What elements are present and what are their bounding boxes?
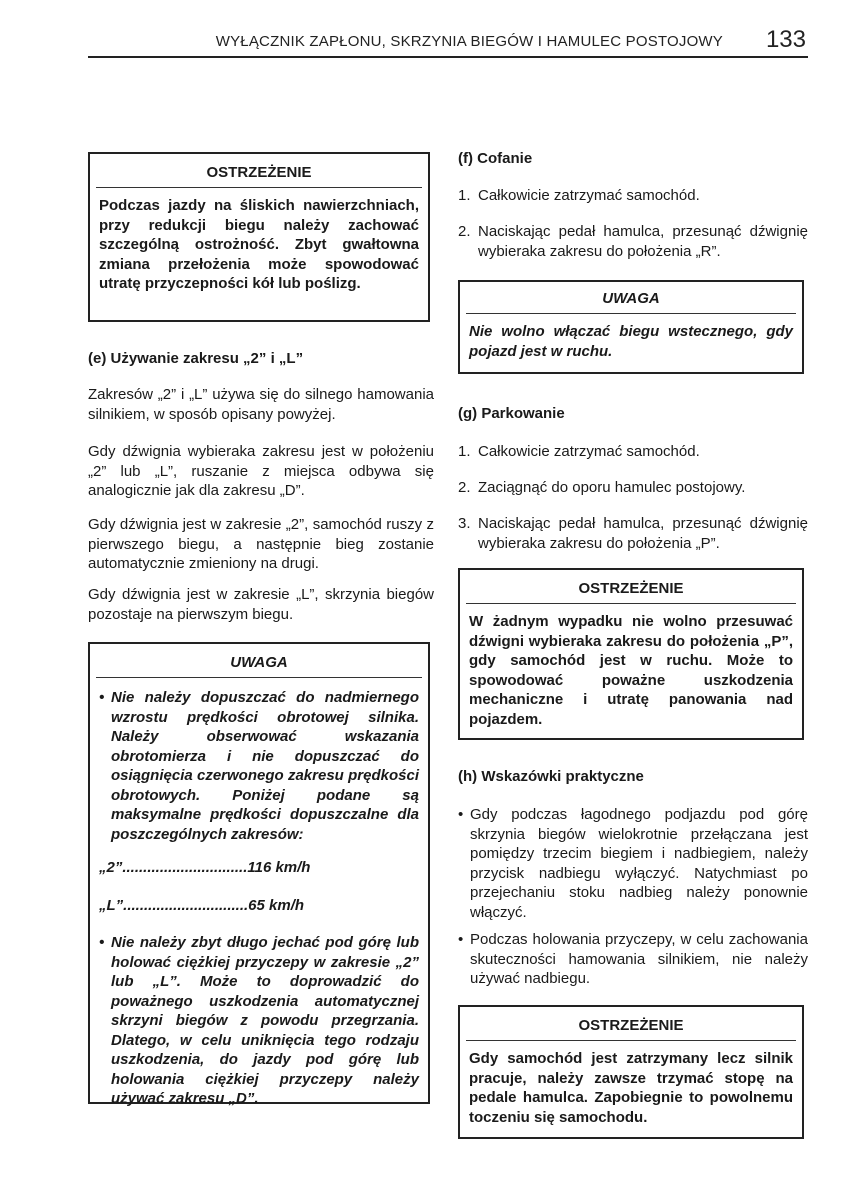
- warning-title: OSTRZEŻENIE: [466, 580, 796, 604]
- warning-paragraph: Gdy samochód jest zatrzymany lecz silnik pracuje, należy zawsze trzymać stopę na pedale hamulca. Zapobiegnie to powolnemu toczeniu się samochodu.: [469, 1050, 793, 1126]
- section-h-bullet-2: [458, 930, 808, 989]
- step-number: 3.: [458, 515, 471, 532]
- page-number: 133: [765, 26, 806, 53]
- warning-box-brake: [458, 1005, 804, 1139]
- section-e-paragraph-2: Gdy dźwignia wybieraka zakresu jest w położeniu „2” lub „L”, ruszanie z miejsca odbywa się analogicznie jak dla zakresu „D”.: [88, 443, 434, 499]
- bullet-text: Gdy podczas łagodnego podjazdu pod górę skrzynia biegów wielokrotnie przełączana jest pomiędzy trzecim biegiem i nadbiegiem, należy przycisk nadbiegu wyłączyć. Natychmiast po przejechaniu stoku nadbieg należy ponownie włączyć.: [470, 806, 808, 921]
- section-g-heading: (g) Parkowanie: [458, 405, 565, 422]
- warning-box-park: [458, 568, 804, 740]
- warning-text: [460, 604, 802, 729]
- section-g-step-2: [458, 478, 808, 498]
- step-text: Naciskając pedał hamulca, przesunąć dźwignię wybieraka zakresu do położenia „R”.: [478, 223, 808, 260]
- section-h-heading: (h) Wskazówki praktyczne: [458, 768, 644, 785]
- note-body: [90, 678, 428, 1109]
- step-number: 2.: [458, 223, 471, 240]
- note-box-reverse: [458, 280, 804, 374]
- warning-paragraph: W żadnym wypadku nie wolno przesuwać dźwigni wybieraka zakresu do położenia „P”, gdy samochód jest w ruchu. Może to spowodować poważne uszkodzenia mechaniczne i utratę panowania nad pojazdem.: [469, 613, 793, 728]
- step-number: 2.: [458, 479, 471, 496]
- section-e-paragraph-1: Zakresów „2” i „L” używa się do silnego hamowania silnikiem, w sposób opisany powyżej.: [88, 386, 434, 423]
- warning-paragraph: Podczas jazdy na śliskich nawierzchniach, przy redukcji biegu należy zachować szczególną ostrożność. Zbyt gwałtowna zmiana przełożenia może spowodować utratę przyczepności kół lub poślizg.: [99, 197, 419, 292]
- step-text: Naciskając pedał hamulca, przesunąć dźwignię wybieraka zakresu do położenia „P”.: [478, 515, 808, 552]
- header-title: WYŁĄCZNIK ZAPŁONU, SKRZYNIA BIEGÓW I HAMULEC POSTOJOWY: [215, 33, 723, 50]
- step-number: 1.: [458, 443, 471, 460]
- note-text: [460, 314, 802, 361]
- section-h-bullet-1: [458, 805, 808, 922]
- step-number: 1.: [458, 187, 471, 204]
- bullet-icon: •: [458, 806, 464, 823]
- bullet-icon: •: [458, 931, 464, 948]
- note-title: UWAGA: [96, 654, 422, 678]
- step-text: Całkowicie zatrzymać samochód.: [478, 443, 700, 460]
- speed-limit-2: „2”..............................116 km/h: [99, 859, 311, 876]
- section-f-step-2: [458, 222, 808, 261]
- page-header: [88, 26, 808, 58]
- note-box-engine-speed: [88, 642, 430, 1107]
- section-e-heading: (e) Używanie zakresu „2” i „L”: [88, 350, 304, 367]
- step-text: Całkowicie zatrzymać samochód.: [478, 187, 700, 204]
- bullet-icon: •: [99, 689, 105, 706]
- step-text: Zaciągnąć do oporu hamulec postojowy.: [478, 479, 746, 496]
- warning-title: OSTRZEŻENIE: [466, 1017, 796, 1041]
- warning-text: [460, 1041, 802, 1127]
- bullet-text: Podczas holowania przyczepy, w celu zachowania skuteczności hamowania silnikiem, nie należy używać nadbiegu.: [470, 931, 808, 987]
- section-f-heading: (f) Cofanie: [458, 150, 533, 167]
- note-bullet-1: [99, 688, 419, 844]
- section-g-step-1: [458, 442, 808, 462]
- section-f-step-1: [458, 186, 808, 206]
- section-e-paragraph-4: Gdy dźwignia jest w zakresie „L”, skrzynia biegów pozostaje na pierwszym biegu.: [88, 586, 434, 623]
- warning-text: [90, 188, 428, 294]
- section-e-paragraph-3: Gdy dźwignia jest w zakresie „2”, samochód ruszy z pierwszego biegu, a następnie bieg zostanie automatycznie zmieniony na drugi.: [88, 516, 434, 572]
- note-bullet-2-text: Nie należy zbyt długo jechać pod górę lub holować ciężkiej przyczepy w zakresie „2” lub „L”. Może to doprowadzić do poważnego uszkodzenia automatycznej skrzyni biegów z powodu przegrzania. Dlatego, w celu uniknięcia tego rodzaju uszkodzenia, do jazdy pod górę lub holowania ciężkiej przyczepy należy używać zakresu „D”.: [111, 934, 419, 1107]
- note-title: UWAGA: [466, 290, 796, 314]
- note-bullet-1-text: Nie należy dopuszczać do nadmiernego wzrostu prędkości obrotowej silnika. Należy obserwować wskazania obrotomierza i nie dopuszczać do osiągnięcia czerwonego zakresu prędkości obrotowych. Poniżej podane są maksymalne prędkości dopuszczalne dla poszczególnych zakresów:: [111, 689, 419, 843]
- warning-title: OSTRZEŻENIE: [96, 164, 422, 188]
- bullet-icon: •: [99, 934, 105, 951]
- section-g-step-3: [458, 514, 808, 553]
- note-paragraph: Nie wolno włączać biegu wstecznego, gdy pojazd jest w ruchu.: [469, 323, 793, 360]
- note-bullet-2: [99, 933, 419, 1109]
- warning-box-slippery: [88, 152, 430, 322]
- speed-limit-l: „L”..............................65 km/h: [99, 896, 305, 914]
